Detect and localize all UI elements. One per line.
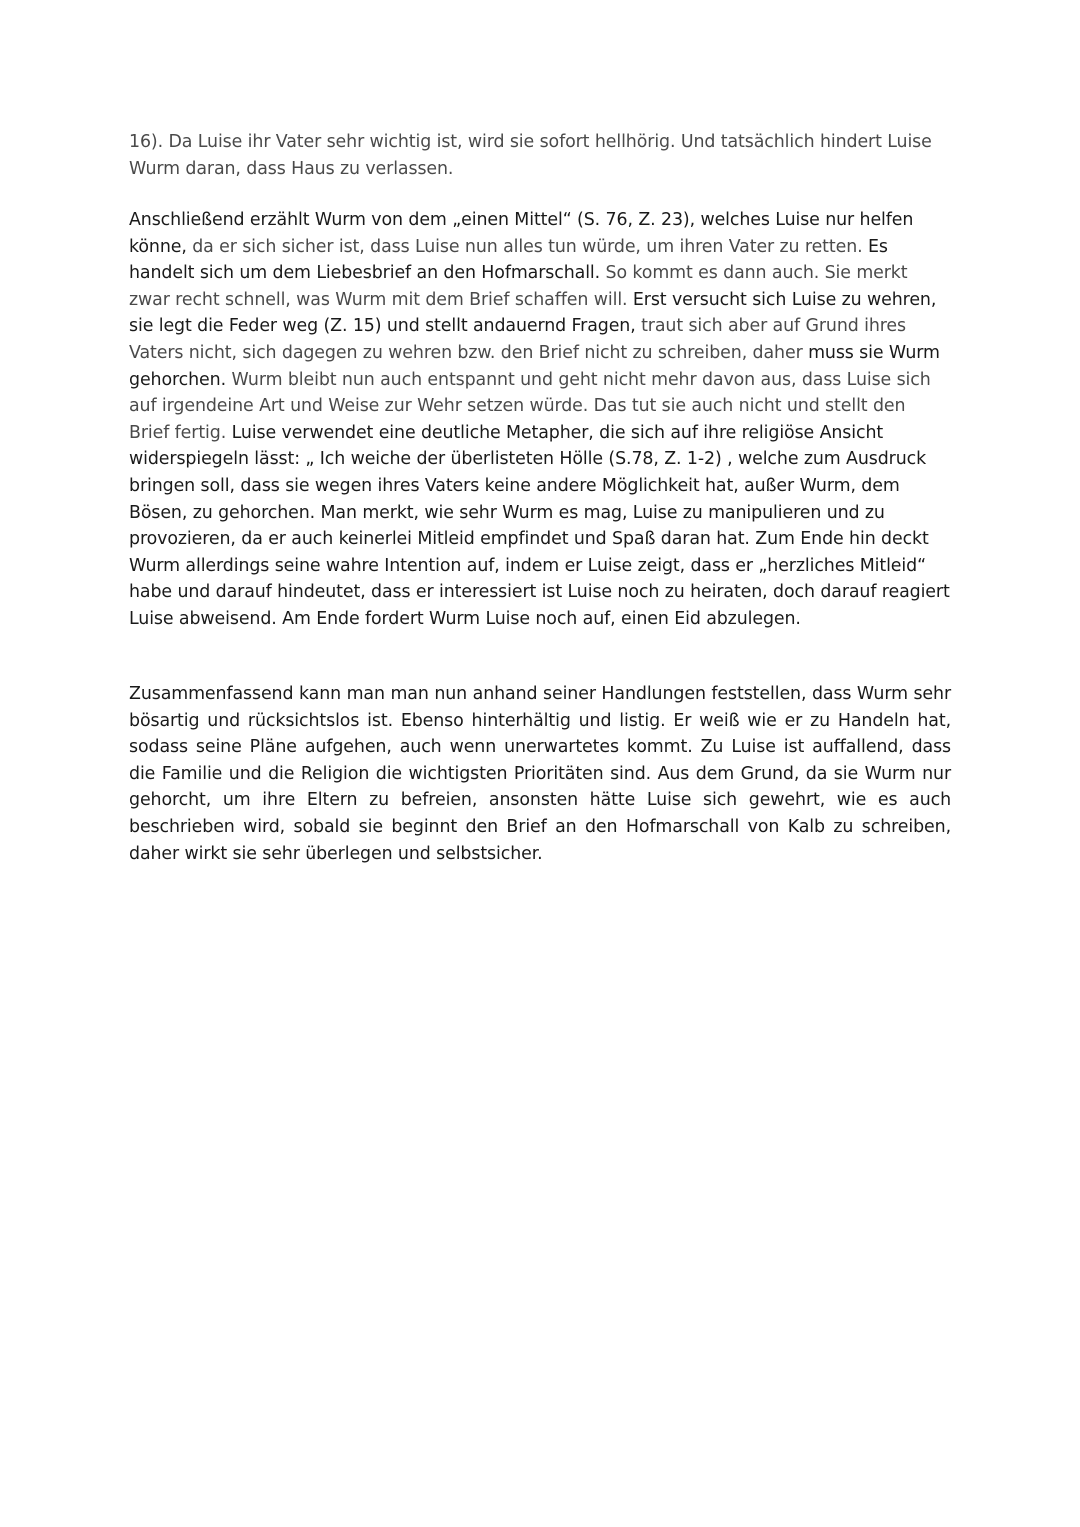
paragraph-3-segment-1: Zusammenfassend kann man man nun anhand seiner Handlungen feststellen, dass Wurm sehr bösartig und rücksichtslos ist. Ebenso hinterhältig und listig. Er weiß wie er zu Handeln hat, sodass seine Pläne aufgehen, auch wenn unerwartetes kommt. Zu Luise ist auffallend, dass die Familie und die Religion die wichtigsten Prioritäten sind. Aus dem Grund, da sie Wurm nur gehorcht, um ihre Eltern zu befreien, ansonsten hätte Luise sich gewehrt, wie es auch beschrieben wird, sobald sie beginnt den Brief an den Hofmarschall von Kalb zu schreiben, daher wirkt sie sehr überlegen und selbstsicher. xyxy=(129,684,951,864)
paragraph-2 xyxy=(129,207,951,633)
paragraph-2-segment-8: Wurm bleibt nun auch entspannt und geht nicht mehr davon aus, dass Luise sich auf irgendeine Art und Weise zur Wehr setzen würde. Das tut sie auch nicht und stellt den Brief fertig. xyxy=(129,369,931,443)
paragraph-2-segment-5: Erst versucht sich Luise zu wehren, sie legt die Feder weg (Z. 15) und stellt andauernd Fragen, xyxy=(129,289,937,337)
paragraph-1 xyxy=(129,129,951,182)
paragraph-1-segment-1: 16). Da Luise ihr Vater sehr wichtig ist, wird sie sofort hellhörig. Und tatsächlich hindert Luise Wurm daran, dass Haus zu verlassen. xyxy=(129,132,932,179)
paragraph-2-segment-4: So kommt es dann auch. Sie merkt zwar recht schnell, was Wurm mit dem Brief schaffen will. xyxy=(129,263,908,310)
paragraph-2-segment-3: Es handelt sich um dem Liebesbrief an den Hofmarschall. xyxy=(129,236,888,284)
paragraph-2-segment-1: Anschließend erzählt Wurm von dem „einen Mittel“ (S. 76, Z. 23), welches Luise nur helfen könne, xyxy=(129,210,914,257)
paragraph-2-segment-7: muss sie Wurm gehorchen. xyxy=(129,342,940,390)
paragraph-2-segment-9: Luise verwendet eine deutliche Metapher, die sich auf ihre religiöse Ansicht widerspiegeln lässt: „ Ich weiche der überlisteten Hölle (S.78, Z. 1-2) , welche zum Ausdruck bringen soll, dass sie wegen ihres Vaters keine andere Möglichkeit hat, außer Wurm, dem Bösen, zu gehorchen. Man merkt, wie sehr Wurm es mag, Luise zu manipulieren und zu provozieren, da er auch keinerlei Mitleid empfindet und Spaß daran hat. Zum Ende hin deckt Wurm allerdings seine wahre Intention auf, indem er Luise zeigt, dass er „herzliches Mitleid“ habe und darauf hindeutet, dass er interessiert ist Luise noch zu heiraten, doch darauf reagiert Luise abweisend. Am Ende fordert Wurm Luise noch auf, einen Eid abzulegen. xyxy=(129,422,950,629)
paragraph-2-segment-2: da er sich sicher ist, dass Luise nun alles tun würde, um ihren Vater zu retten. xyxy=(192,236,868,257)
paragraph-2-segment-6: traut sich aber auf Grund ihres Vaters nicht, sich dagegen zu wehren bzw. den Brief nicht zu schreiben, daher xyxy=(129,316,906,363)
paragraph-3 xyxy=(129,681,951,867)
